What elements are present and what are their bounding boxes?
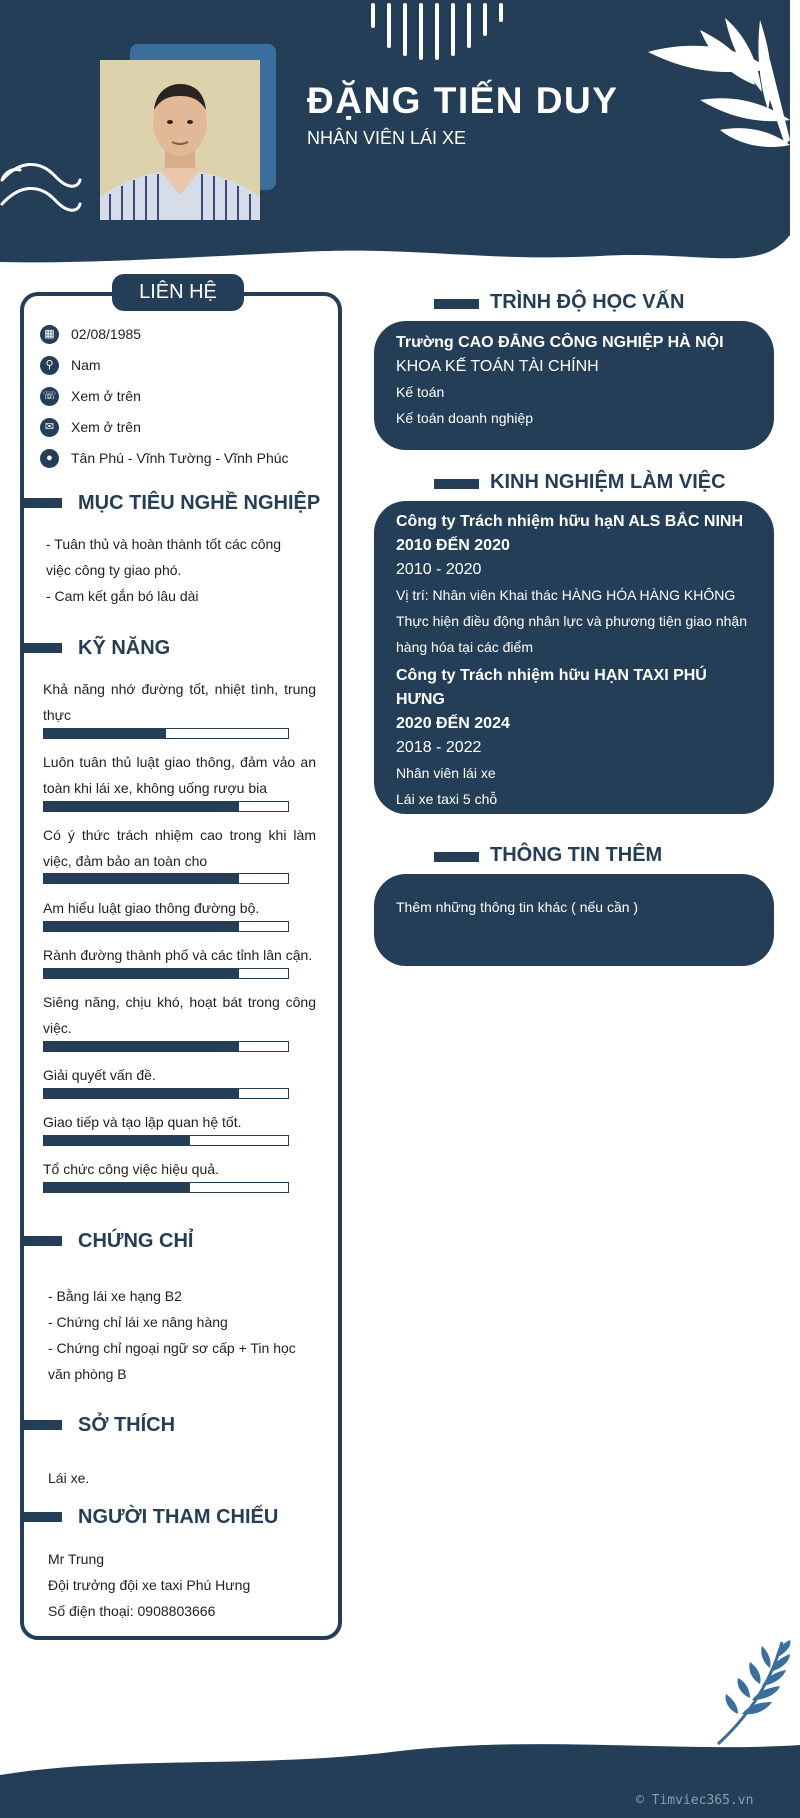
skill-bar <box>43 801 289 812</box>
references-title: NGƯỜI THAM CHIẾU <box>78 1506 279 1528</box>
education-faculty: KHOA KẾ TOÁN TÀI CHÍNH <box>396 358 599 375</box>
phone-icon: ☏ <box>40 387 59 406</box>
gender-icon: ⚲ <box>40 356 59 375</box>
experience-title: KINH NGHIỆM LÀM VIỆC <box>490 471 726 493</box>
address-text: Tân Phú - Vĩnh Tường - Vĩnh Phúc <box>71 450 289 466</box>
contact-row-birthday <box>40 322 141 346</box>
objective-title: MỤC TIÊU NGHỀ NGHIỆP <box>78 492 321 514</box>
contact-row-email <box>40 415 141 439</box>
job-company-years: 2010 ĐẾN 2020 <box>396 537 510 554</box>
education-school: Trường CAO ĐẲNG CÔNG NGHIỆP HÀ NỘI <box>396 334 724 351</box>
skill-bar-fill <box>44 969 239 978</box>
skill-bar <box>43 1041 289 1052</box>
skill-bar-fill <box>44 874 239 883</box>
experience-title-bar <box>434 479 479 489</box>
job-title: NHÂN VIÊN LÁI XE <box>307 128 467 148</box>
job-position: Vị trí: Nhân viên Khai thác HÀNG HÓA HÀNG KHÔNG <box>396 587 736 603</box>
profile-photo <box>100 60 260 220</box>
skill-bar-fill <box>44 1136 190 1145</box>
job-period: 2018 - 2022 <box>396 739 482 756</box>
skill-bar-fill <box>44 802 239 811</box>
objective-text: - Tuân thủ và hoàn thành tốt các công việc công ty giao phó. - Cam kết gắn bó lâu dài <box>46 536 282 604</box>
skill-bar <box>43 1182 289 1193</box>
skill-label: Khả năng nhớ đường tốt, nhiệt tình, trung thực <box>43 681 316 723</box>
contact-row-phone <box>40 384 141 408</box>
skill-bar <box>43 1135 289 1146</box>
job-period: 2010 - 2020 <box>396 561 482 578</box>
certificates-title-bar <box>22 1236 62 1246</box>
copyright-text: © Timviec365.vn <box>636 1793 754 1808</box>
hobbies-title-bar <box>22 1420 62 1430</box>
skill-bar-fill <box>44 1042 239 1051</box>
more-info-card <box>374 874 774 966</box>
skill-label: Am hiểu luật giao thông đường bộ. <box>43 900 260 916</box>
skill-bar-fill <box>44 729 166 738</box>
references-title-bar <box>22 1512 62 1522</box>
phone-text: Xem ở trên <box>71 388 141 404</box>
job-position: Nhân viên lái xe <box>396 765 496 781</box>
skill-label: Rành đường thành phố và các tỉnh lân cận. <box>43 947 313 963</box>
skill-bar <box>43 873 289 884</box>
contact-title: LIÊN HỆ <box>112 274 244 311</box>
job-description: Lái xe taxi 5 chỗ <box>396 791 498 807</box>
references-text: Mr Trung Đội trưởng đội xe taxi Phú Hưng Số điện thoại: 0908803666 <box>48 1551 251 1619</box>
hobbies-title: SỞ THÍCH <box>78 1414 176 1436</box>
job-company: Công ty Trách nhiệm hữu HẠN TAXI PHÚ HƯNG <box>396 667 707 708</box>
job-description: hàng hóa tại các điểm <box>396 639 533 655</box>
birthday-text: 02/08/1985 <box>71 326 142 342</box>
skills-title-bar <box>22 643 62 653</box>
skill-bar-fill <box>44 1183 190 1192</box>
email-icon: ✉ <box>40 418 59 437</box>
education-major: Kế toán <box>396 384 445 400</box>
gender-text: Nam <box>71 357 101 373</box>
skills-title: KỸ NĂNG <box>78 637 171 659</box>
skill-bar-fill <box>44 1089 239 1098</box>
skill-label: Luôn tuân thủ luật giao thông, đảm vảo an toàn khi lái xe, không uống rượu bia <box>43 754 316 796</box>
contact-row-address <box>40 446 289 470</box>
leaf-decoration-icon <box>712 1638 792 1748</box>
skill-label: Giao tiếp và tạo lập quan hệ tốt. <box>43 1114 242 1130</box>
skill-label: Giải quyết vấn đề. <box>43 1067 156 1083</box>
skill-bar <box>43 968 289 979</box>
experience-card <box>374 501 774 814</box>
education-detail: Kế toán doanh nghiệp <box>396 410 534 426</box>
skill-bar <box>43 921 289 932</box>
certificates-title: CHỨNG CHỈ <box>78 1230 194 1252</box>
job-company-years: 2020 ĐẾN 2024 <box>396 715 510 732</box>
calendar-icon: ▦ <box>40 325 59 344</box>
skill-label: Tổ chức công việc hiệu quả. <box>43 1161 219 1177</box>
contact-row-gender <box>40 353 101 377</box>
skill-label: Có ý thức trách nhiệm cao trong khi làm việc, đảm bảo an toàn cho <box>43 827 316 869</box>
education-title-bar <box>434 299 479 309</box>
candidate-name: ĐẶNG TIẾN DUY <box>307 80 619 121</box>
email-text: Xem ở trên <box>71 419 141 435</box>
location-icon: ● <box>40 449 59 468</box>
more-info-title-bar <box>434 852 479 862</box>
objective-title-bar <box>22 498 62 508</box>
hobbies-text: Lái xe. <box>48 1470 90 1486</box>
skill-bar-fill <box>44 922 239 931</box>
skill-bar <box>43 1088 289 1099</box>
more-info-title: THÔNG TIN THÊM <box>490 844 663 866</box>
education-title: TRÌNH ĐỘ HỌC VẤN <box>490 291 685 313</box>
skill-label: Siêng năng, chịu khó, hoạt bát trong công việc. <box>43 994 316 1036</box>
job-description: Thực hiện điều động nhân lực và phương tiện giao nhận <box>396 613 747 629</box>
more-info-text: Thêm những thông tin khác ( nếu cần ) <box>396 899 639 915</box>
job-company: Công ty Trách nhiệm hữu hạN ALS BẮC NINH <box>396 513 744 530</box>
education-card <box>374 321 774 450</box>
certificates-text: - Bằng lái xe hạng B2 - Chứng chỉ lái xe nâng hàng - Chứng chỉ ngoại ngữ sơ cấp + Tin học văn phòng B <box>48 1288 296 1382</box>
skill-bar <box>43 728 289 739</box>
